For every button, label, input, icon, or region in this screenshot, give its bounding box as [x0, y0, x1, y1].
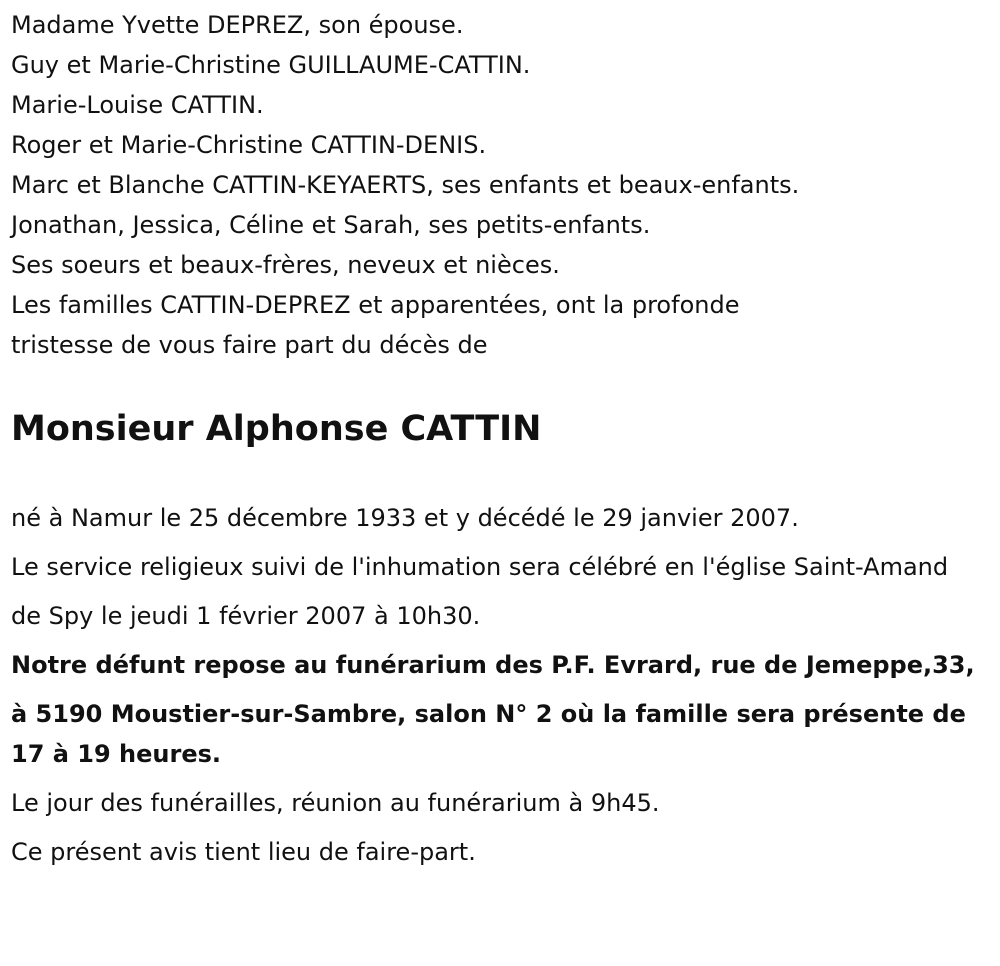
family-line: Ses soeurs et beaux-frères, neveux et nièces. [11, 251, 560, 279]
family-list [11, 5, 991, 365]
family-line: Madame Yvette DEPREZ, son épouse. [11, 11, 464, 39]
visitation-text: à 5190 Moustier-sur-Sambre, salon N° 2 où la famille sera présente de 17 à 19 heures. [11, 700, 966, 768]
family-line: Guy et Marie-Christine GUILLAUME-CATTIN. [11, 51, 531, 79]
family-line: Marie-Louise CATTIN. [11, 91, 264, 119]
obituary-notice [11, 5, 991, 866]
family-line: Les familles CATTIN-DEPREZ et apparentées, ont la profonde [11, 291, 740, 319]
family-line: tristesse de vous faire part du décès de [11, 331, 488, 359]
service-date-text: de Spy le jeudi 1 février 2007 à 10h30. [11, 602, 481, 630]
funeral-home-text: Notre défunt repose au funérarium des P.F. Evrard, rue de Jemeppe,33, [11, 651, 975, 679]
meeting-text: Le jour des funérailles, réunion au funérarium à 9h45. [11, 789, 660, 817]
family-line: Roger et Marie-Christine CATTIN-DENIS. [11, 131, 487, 159]
deceased-name: Monsieur Alphonse CATTIN [11, 409, 542, 449]
family-line: Jonathan, Jessica, Céline et Sarah, ses petits-enfants. [11, 211, 651, 239]
notice-text: Ce présent avis tient lieu de faire-part. [11, 838, 476, 866]
funeral-details [11, 498, 991, 881]
birth-death-text: né à Namur le 25 décembre 1933 et y décédé le 29 janvier 2007. [11, 504, 799, 532]
family-line: Marc et Blanche CATTIN-KEYAERTS, ses enfants et beaux-enfants. [11, 171, 800, 199]
service-location-text: Le service religieux suivi de l'inhumation sera célébré en l'église Saint-Amand [11, 553, 949, 581]
